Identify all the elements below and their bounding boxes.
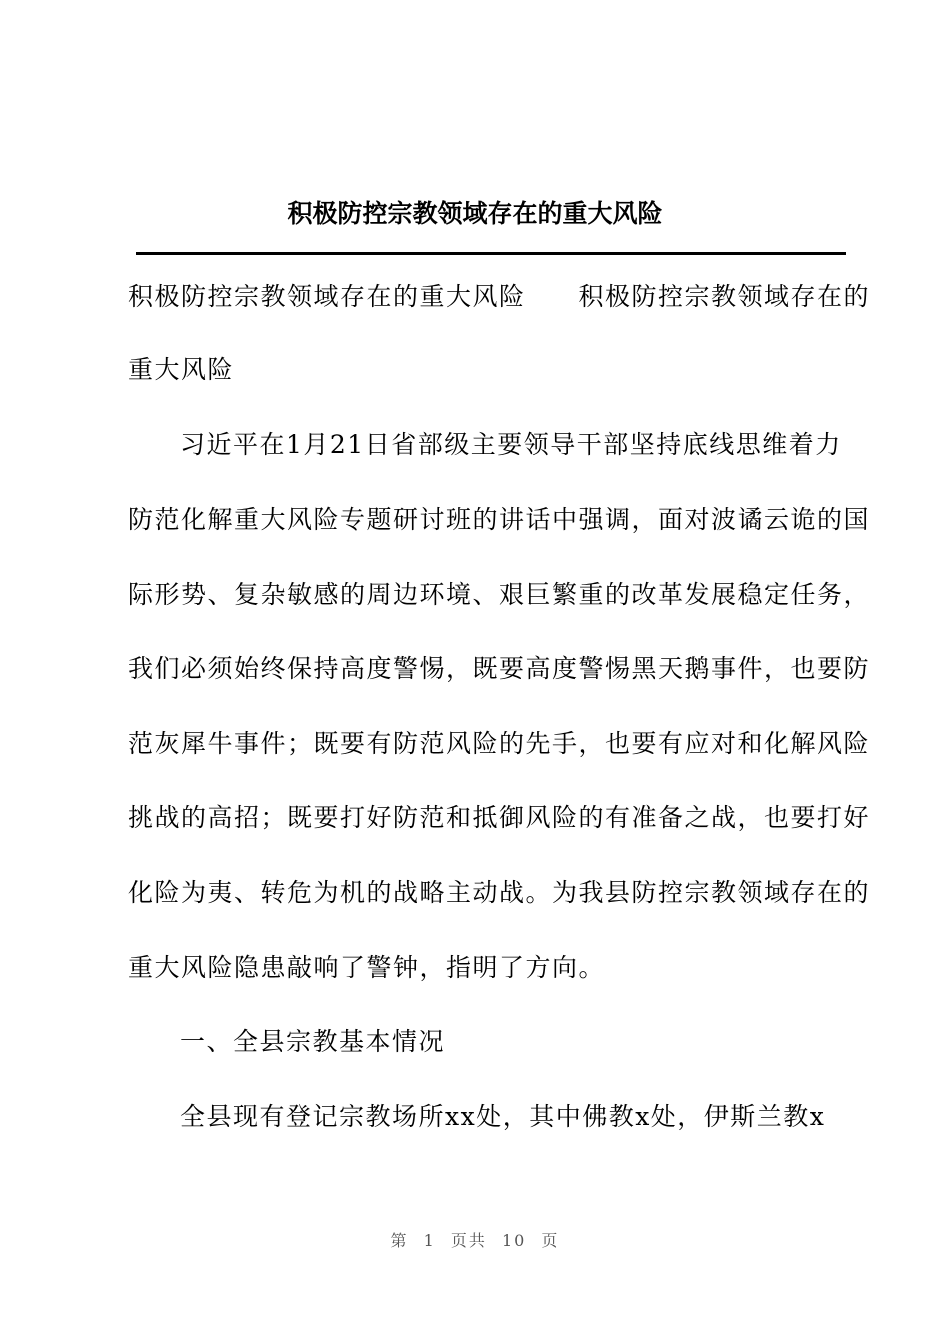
paragraph-line: 重大风险隐患敲响了警钟，指明了方向。 — [128, 953, 606, 982]
paragraph-line: 我们必须始终保持高度警惕，既要高度警惕黑天鹅事件，也要防 — [128, 654, 871, 683]
paragraph-line: 习近平在1月21日省部级主要领导干部坚持底线思维着力 — [180, 430, 842, 459]
page-footer: 第 1 页共 10 页 — [390, 1231, 560, 1250]
paragraph-line: 化险为夷、转危为机的战略主动战。为我县防控宗教领域存在的 — [128, 878, 871, 907]
title-divider — [136, 252, 846, 255]
body-line: 重大风险 — [128, 355, 235, 384]
section-heading: 一、全县宗教基本情况 — [180, 1027, 446, 1056]
paragraph-line: 范灰犀牛事件；既要有防范风险的先手，也要有应对和化解风险 — [128, 729, 871, 758]
paragraph-line: 防范化解重大风险专题研讨班的讲话中强调，面对波谲云诡的国 — [128, 505, 871, 534]
paragraph-line: 挑战的高招；既要打好防范和抵御风险的有准备之战，也要打好 — [128, 803, 871, 832]
paragraph-line: 际形势、复杂敏感的周边环境、艰巨繁重的改革发展稳定任务， — [128, 580, 871, 609]
page-title: 积极防控宗教领域存在的重大风险 — [287, 199, 663, 228]
paragraph-line: 全县现有登记宗教场所xx处，其中佛教x处，伊斯兰教x — [180, 1102, 826, 1131]
body-line: 积极防控宗教领域存在的重大风险 积极防控宗教领域存在的 — [128, 282, 871, 311]
